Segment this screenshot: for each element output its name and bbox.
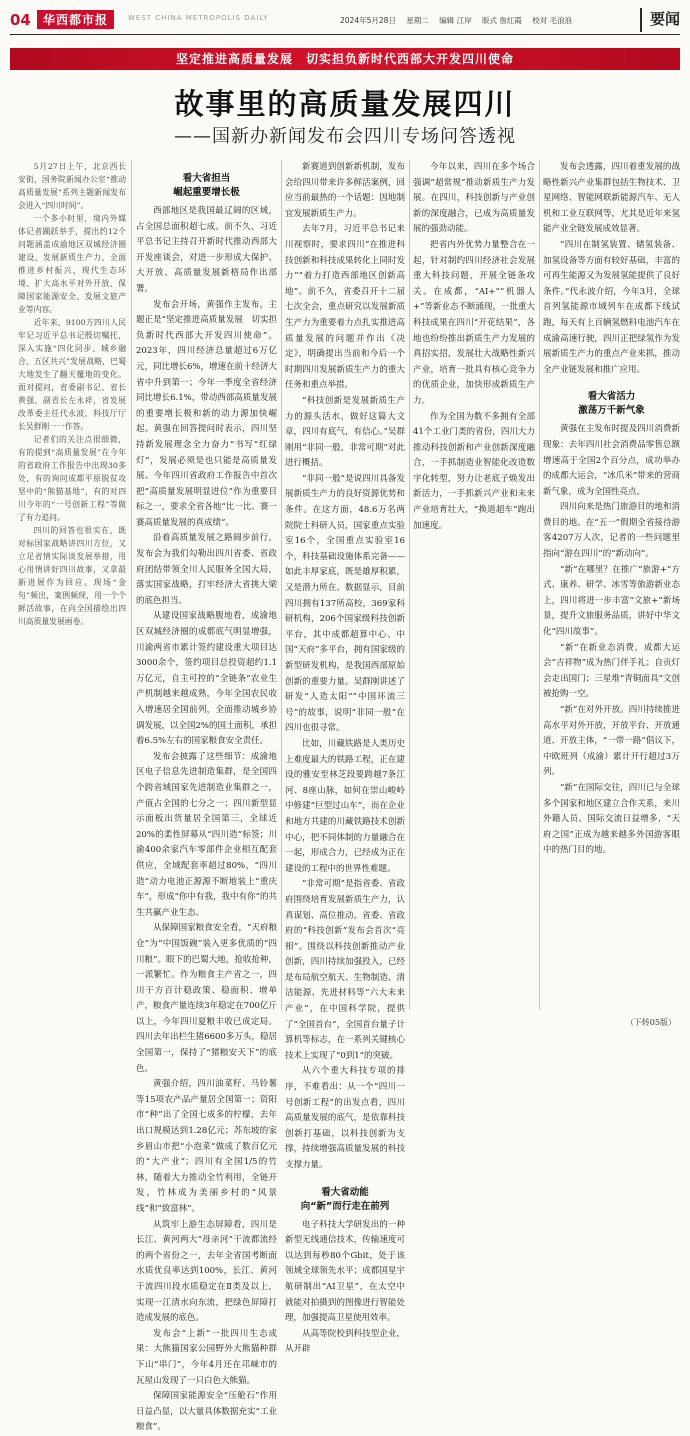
column-divider [131, 160, 132, 1010]
newspaper-logo: 华西都市报 [37, 10, 114, 29]
paragraph: “新”在对外开放。四川持续推进高水平对外开放，开放平台、开放通道、开放主体，“一带一路”倡议下，中欧班列（成渝）累计开行超过3万列。 [543, 705, 680, 778]
paragraph: 一个多小时里，境内外媒体记者踊跃举手，提出约12个问题涵盖成渝地区双城经济圈建设、发展新质生产力、全面推进乡村振兴、现代生态环境、扩大高水平对外开放、保障国家能源安全、发展文旅产业等内容。 [18, 214, 126, 314]
paragraph: 从六个重大科技专项的排序，不难看出：从一个“四川一号创新工程”的出发点看，四川高质量发展的底气，是依靠科技创新打基础，以科技创新为支撑，持续增强高质量发展的科技支撑力量。 [285, 1066, 405, 1170]
editor-credit: 编辑 江岸 [439, 16, 472, 25]
paragraph: 黄强介绍，四川油菜籽、马铃薯等15项农产品产量居全国第一；资阳市“种”出了全国七成多的柠檬，去年出口规模达到1.28亿元；苏东坡的家乡眉山市把“小泡菜”做成了数百亿元的“大产业”；四川有全国1/5的竹林，随着大力推动全竹利用，全链开发，竹林成为美丽乡村的“风景线”和“致富林”。 [136, 1079, 277, 1214]
paragraph: 四川向来是热门旅游目的地和消费目的地。在“五一”假期全省接待游客4207万人次，记者的一些问题里指向“游在四川”的“新动向”。 [543, 502, 680, 560]
paragraph: 把省内外优势力量整合在一起，针对制约四川经济社会发展重大科技问题，开展全链条攻关。在成都，“AI+”“机器人+”等新业态不断涌现，一批重大科技成果在四川“开花结果”，各地也纷纷推出新质生产力发展的真招实招，发展壮大战略性新兴产业，培育一批具有核心竞争力的优质企业，加快形成新质生产力。 [413, 239, 535, 406]
paragraph: 沿着高质量发展之路阔步前行，发布会为我们勾勒出四川省委、省政府团结带领全川人民服务全国大局，落实国家战略，打牢经济大省挑大梁的底色担当。 [136, 533, 277, 606]
headline-subtitle: ——国新办新闻发布会四川专场问答透视 [174, 126, 516, 147]
paragraph: 电子科技大学研发出的一种新型无线通信技术，传输速度可以达到每秒80个Gbit，处于该领域全球领先水平；成都国星宇航研制出“AI卫星”，在太空中就能对拍摄到的图像进行智能处理，加强提高卫星使用效率。 [285, 1219, 405, 1324]
paragraph: 作为全国为数不多拥有全部41个工业门类的省份，四川大力推动科技创新和产业创新深度融合，一手抓制造业智能化改造数字化转型，努力让老底子焕发出新活力，一手抓新兴产业和未来产业培育壮大，“换道超车”跑出加速度。 [413, 411, 535, 531]
column-divider [539, 160, 540, 1010]
paragraph: “新”在国际交往，四川已与全球多个国家和地区建立合作关系，来川外籍人员、国际交流日益增多，“天府之国”正成为越来越多外国游客眼中的热门目的地。 [543, 782, 680, 856]
paragraph: 比如，川藏铁路是人类历史上难度最大的铁路工程，正在建设的雅安至林芝段要跨越7条江河、8座山脉，如何在崇山峻岭中修建“巨型过山车”，而在企业和地方共建的川藏铁路技术创新中心，把不同体制的力量融合在一起，形成合力，已经成为正在建设的工程中的世界性难题。 [285, 738, 405, 874]
paragraph: 发布会“上新”一批四川生态成果：大熊猫国家公园野外大熊猫种群下山“串门”，今年4月还在邛崃市的瓦屋山发现了一只白色大熊猫。 [136, 1328, 277, 1386]
paragraph: “科技创新是发展新质生产力的源头活水，做好这篇大文章，四川有底气，有信心。”吴群刚用“非同一般，非常可期”对此进行概括。 [285, 395, 405, 469]
paragraph: 新赛道到创新新机制，发布会给四川带来许多鲜活案例，回应当前最热的一个话题：因地制宜发展新质生产力。 [285, 162, 405, 219]
paragraph: 从保障国家粮食安全看，“天府粮仓”为“中国饭碗”装入更多优质的“四川粮”。眼下的巴蜀大地，抢收抢种，一派繁忙。作为粮食主产省之一，四川干方百计稳政策、稳面积、增单产，粮食产量连续3年稳定在700亿斤以上，今年四川夏粮丰收已成定局。四川去年出栏生猪6600多万头，稳居全国第一，保持了“猪粮安天下”的底色。 [136, 923, 277, 1074]
paragraph: 5月27日上午，北京西长安街，国务院新闻办公室“推动高质量发展”系列主题新闻发布会进入“四川时间”。 [18, 162, 126, 210]
paragraph: 保障国家能源安全“压舱石”作用日益凸显，以大量具体数据充实“工业粮食”。 [136, 1391, 277, 1433]
headline-title: 故事里的高质量发展四川 [174, 87, 516, 121]
continued-note: （下转05版） [625, 1018, 676, 1027]
issue-weekday: 星期二 [406, 16, 429, 25]
paragraph: “新”在新业态消费，成都大运会“吉祥物”成为热门伴手礼；自贡灯会走出国门；三星堆“青铜面具”文创被抢购一空。 [543, 642, 680, 700]
theme-banner: 坚定推进高质量发展 切实担负新时代西部大开发四川使命 [10, 48, 680, 70]
paragraph: “非同一般”是说四川具备发展新质生产力的良好资源优势和条件。在这方面，48.6万名两院院士科研人员，国家重点实验室16个，全国重点实验室16个，科技基础设施体系完备——如此丰厚家底，既是雄厚积累，又是潜力所在。数据显示，目前四川拥有137所高校，369家科研机构，206个国家级科技创新平台，其中成都超算中心、中国“天府”多平台，拥有国家级的新型研发机构，是我国西部原始创新的重要力量。吴群刚讲述了研发“人造太阳”“中国环流三号”的故事，说明“非同一般”在四川也很寻常。 [285, 473, 405, 734]
paragraph: 去年7月，习近平总书记来川视察时，要求四川“在推进科技创新和科技成果转化上同时发力”“着力打造西部地区创新高地”。前不久，省委召开十二届七次全会，重点研究以发展新质生产力为重要着力点扎实推进高质量发展的问题并作出《决定》，明确提出当前和今后一个时期四川发展新质生产力的重大任务和重点举措。 [285, 224, 405, 391]
paragraph: 西部地区是我国最辽阔的区域，占全国总面积超七成。前不久，习近平总书记主持召开新时代推动西部大开发座谈会，对进一步形成大保护、大开放、高质量发展新格局作出部署。 [136, 206, 277, 294]
paragraph: “非常可期”是指省委、省政府围绕培育发展新质生产力，认真谋划、高位推动。省委、省政府的“科技创新”发布会首次“亮相”。围绕以科技创新推动产业创新，四川持续加强投入，已经是布局航空航天、生物制造、清洁能源、先进材料等“六大未来产业”，在中国科学院，提供了“全国首台”，全国首台量子计算机等标志，在一系列关键核心技术上实现了“0到1”的突破。 [285, 879, 405, 1061]
proofreader-credit: 校对 毛浪浪 [532, 16, 573, 25]
issue-date: 2024年5月28日 [340, 16, 396, 25]
section-subhead: 看大省活力 激荡万千新气象 [578, 391, 645, 417]
designer-credit: 版式 詹红霞 [481, 16, 522, 25]
paragraph: 发布会透露，四川着重发展的战略性新兴产业集群包括生物技术、卫星网络、智能网联新能源汽车、无人机和工业互联网等，尤其是近年来氢能产业全链发展成效显著。 [543, 162, 680, 235]
article-column-3 [285, 160, 405, 1355]
article-column-5 [543, 160, 680, 1010]
article-column-4 [413, 160, 535, 1010]
paragraph: “新”在哪里？在推广“旅游+”方式、康养、研学、冰雪等旅游新业态上，四川将进一步丰富“文旅+”新场景，提升文旅服务品质，讲好中华文化“四川故事”。 [543, 564, 680, 638]
paragraph: “四川在制氢装置、储氢装备、加氢设备等方面有较好基础，丰富的可再生能源又为发展氢能提供了良好条件。”代永波介绍，今年3月，全球首列氢能源市域列车在成都下线试跑，每天有上百辆氢燃料电池汽车在成渝高速行驶，四川正把绿氢作为发展新质生产力的重点产业来抓，推动全产业链发展和推广应用。 [543, 239, 680, 375]
paragraph: 从高等院校到科技型企业，从开辟 [285, 1328, 405, 1355]
paragraph: 近年来，9100万四川人民牢记习近平总书记殷切嘱托，深入实施“四化同步、城乡融合、五区共兴”发展战略，巴蜀大地发生了翻天覆地的变化。面对提问，省委副书记、省长黄强，副省长左永祥，省发展改革委主任代永波，科技厅厅长吴群刚一一作答。 [18, 318, 126, 431]
column-divider [281, 160, 282, 1010]
paragraph: 四川的回答也很实在，既对标国家战略讲四川方位，又立足省情实际谈发展举措，用心用情讲好四川故事，又拿最新进展作为回应。现场“金句”频出，案例频现，用一个个鲜活故事，在向全国描绘出四川高质量发展画卷。 [18, 526, 126, 626]
section-subhead: 看大省动能 向“新”而行走在前列 [300, 1186, 390, 1212]
newspaper-logo-en: WEST CHINA METROPOLIS DAILY [128, 14, 269, 22]
column-divider [409, 160, 410, 1010]
section-subhead: 看大省担当 崛起重要增长极 [173, 173, 240, 198]
page-number: 04 [10, 11, 31, 29]
paragraph: 黄强在主发布时提及四川消费新现象：去年四川社会消费品零售总额增速高于全国2个百分点，成功举办的成都大运会，“冰爪米”带来的营商新气象，成为全国性亮点。 [543, 424, 680, 497]
page-header [10, 8, 680, 35]
section-label: 要闻 [640, 8, 680, 32]
article-column-2 [136, 160, 277, 1433]
paragraph: 发布会披露了这些细节：成渝地区电子信息先进制造集群，是全国四个跨省域国家先进制造业集群之一，产值占全国的七分之一；四川新型显示面板出货量居全国第三，全球近20%的柔性屏幕从“四川造”标签；川渝400余家汽车零部件企业相互配套供应，全域配套率超过80%，“四川造”动力电池正源源不断地装上“重庆车”，形成“你中有我，我中有你”的共生共赢产业生态。 [136, 751, 277, 918]
issue-meta [340, 15, 580, 26]
lead-column [18, 160, 126, 1010]
paragraph: 今年以来，四川在多个场合强调“超常规”推动新质生产力发展。在四川，科技创新与产业创新的深度融合，已成为高质量发展的强劲动能。 [413, 162, 535, 235]
paragraph: 发布会开场，黄强作主发布，主题正是“坚定推进高质量发展 切实担负新时代西部大开发四川使命”。2023年，四川经济总量超过6万亿元，同比增长6%，增速在前十经济大省中升到第一；今年一季度全省经济同比增长6.1%，带动西部高质量发展的重要增长极和新的动力源加快崛起。黄强在回答提问时表示，四川坚持新发展理念全力奋力“书写”红绿灯”，发展必须是也只能是高质量发展。今年四川省政府工作报告中首次把“高质量发展明显进位”作为重要目标之一，要求全省各地“比一比、赛一赛高质量发展的真成绩”。 [136, 299, 277, 528]
paragraph: 从建设国家战略腹地看，成渝地区双城经济圈的成都底气明显增强，川渝两省市累计签约建设重大项目达3000余个，签约项目总投资超约1.1万亿元，自主可控的“全链条”农业生产机制越来越成熟，今年全国农民收入增速居全国前列，全面推动城乡协调发展，以全国2%的国土面积，承担着6.5%左右的国家粮食安全责任。 [136, 611, 277, 747]
paragraph: 记者们的关注点很细微，有的提到“高质量发展”在今年的省政府工作报告中出现30多处，有的询问成都平原脱贫攻坚中的“熊猫基地”，有的对四川今年的“一号创新工程”等做了有力追问。 [18, 435, 126, 522]
paragraph: 从筑牢上游生态屏障看，四川是长江、黄河两大“母亲河”干流都流经的两个省份之一，去年全省国考断面水质优良率达到100%，长江、黄河干流四川段水质稳定在Ⅱ类及以上，实现一江清水向东流，把绿色屏障打造成发展的底色。 [136, 1219, 277, 1324]
